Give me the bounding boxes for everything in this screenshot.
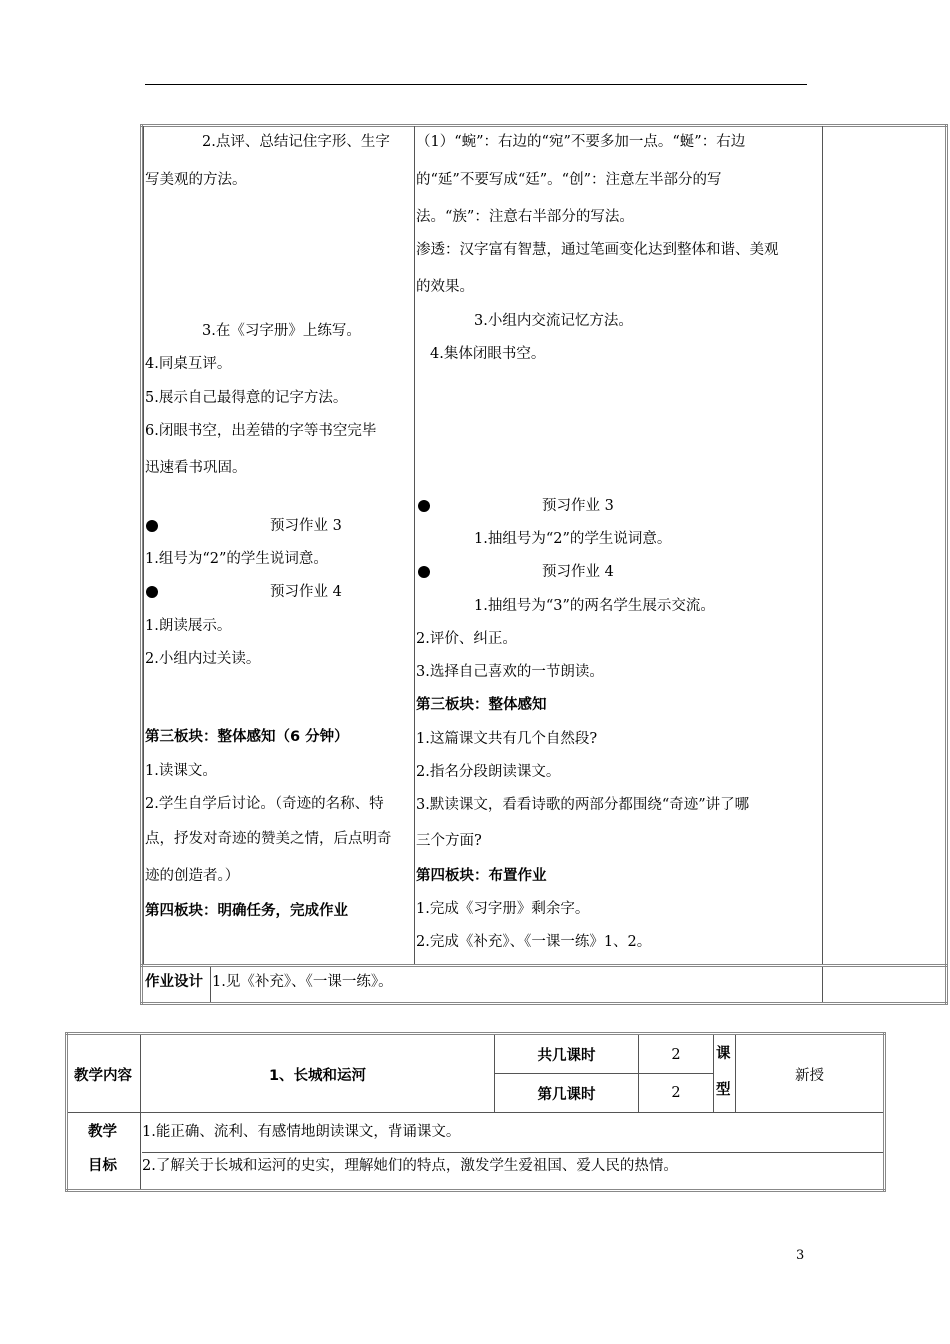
lesson-type-value: 新授 [795,1067,824,1084]
left-heading: 预习作业 4 [270,584,342,600]
left-line: 3.在《习字册》上练写。 [202,323,361,339]
right-line: 的“延”不要写成“廷”。“创”：注意左半部分的写 [416,172,722,188]
total-periods-label: 共几课时 [537,1048,596,1064]
left-line: 写美观的方法。 [145,172,247,188]
right-line: 4.集体闭眼书空。 [430,346,546,362]
current-period-value: 2 [671,1085,681,1101]
header-rule [145,84,807,85]
left-line: 2.点评、总结记住字形、生字 [202,134,390,150]
right-line: 1.抽组号为“2”的学生说词意。 [474,531,672,547]
right-line: 1.抽组号为“3”的两名学生展示交流。 [474,598,715,614]
right-line: 1.完成《习字册》剩余字。 [416,901,590,917]
goal-item: 1.能正确、流利、有感情地朗读课文，背诵课文。 [142,1124,461,1140]
homework-text: 1.见《补充》、《一课一练》。 [212,974,393,990]
bullet-icon [418,500,430,512]
right-heading: 预习作业 4 [542,564,614,580]
right-line: 的效果。 [416,279,474,295]
left-heading: 预习作业 3 [270,518,342,534]
goal-item: 2.了解关于长城和运河的史实，理解她们的特点，激发学生爱祖国、爱人民的热情。 [142,1158,678,1174]
right-line: 2.评价、纠正。 [416,631,517,647]
left-line: 2.小组内过关读。 [145,651,261,667]
section-heading: 第四板块：明确任务，完成作业 [145,903,348,919]
right-line: 法。“族”：注意右半部分的写法。 [416,209,634,225]
content-label: 教学内容 [74,1067,132,1084]
right-line: 三个方面? [416,833,482,849]
left-line: 1.朗读展示。 [145,618,232,634]
right-line: 3.默读课文，看看诗歌的两部分都围绕“奇迹”讲了哪 [416,797,750,813]
bullet-icon [146,586,158,598]
total-periods-value: 2 [671,1046,681,1063]
right-line: 3.小组内交流记忆方法。 [474,313,633,329]
section-heading: 第三板块：整体感知 [416,697,547,713]
left-line: 1.组号为“2”的学生说词意。 [145,551,328,567]
right-line: 2.完成《补充》、《一课一练》1、2。 [416,934,652,950]
right-line: 渗透：汉字富有智慧，通过笔画变化达到整体和谐、美观 [416,242,779,258]
left-line: 1.读课文。 [145,763,217,779]
right-line: 3.选择自己喜欢的一节朗读。 [416,664,604,680]
lesson-type-label: 型 [716,1082,731,1098]
right-line: （1）“蜿”：右边的“宛”不要多加一点。“蜒”：右边 [416,134,746,150]
bullet-icon [418,566,430,578]
lesson-type-label: 课 [716,1046,731,1062]
right-line: 1.这篇课文共有几个自然段? [416,731,598,747]
goal-label: 目标 [88,1158,117,1174]
lesson-title: 1、长城和运河 [268,1067,367,1084]
bullet-icon [146,520,158,532]
left-line: 6.闭眼书空，出差错的字等书空完毕 [145,423,377,439]
current-period-label: 第几课时 [537,1086,596,1103]
right-line: 2.指名分段朗读课文。 [416,764,561,780]
left-line: 2.学生自学后讨论。（奇迹的名称、特 [145,796,384,812]
left-line: 迹的创造者。） [145,868,240,884]
right-heading: 预习作业 3 [542,498,614,514]
section-heading: 第三板块：整体感知（6 分钟） [145,729,349,745]
left-line: 5.展示自己最得意的记字方法。 [145,390,348,406]
page-number: 3 [796,1248,805,1263]
left-line: 点，抒发对奇迹的赞美之情，后点明奇 [145,831,392,847]
left-line: 迅速看书巩固。 [145,460,247,476]
homework-label: 作业设计 [145,974,203,990]
goal-label: 教学 [88,1124,117,1140]
left-line: 4.同桌互评。 [145,356,232,372]
section-heading: 第四板块：布置作业 [416,868,547,884]
